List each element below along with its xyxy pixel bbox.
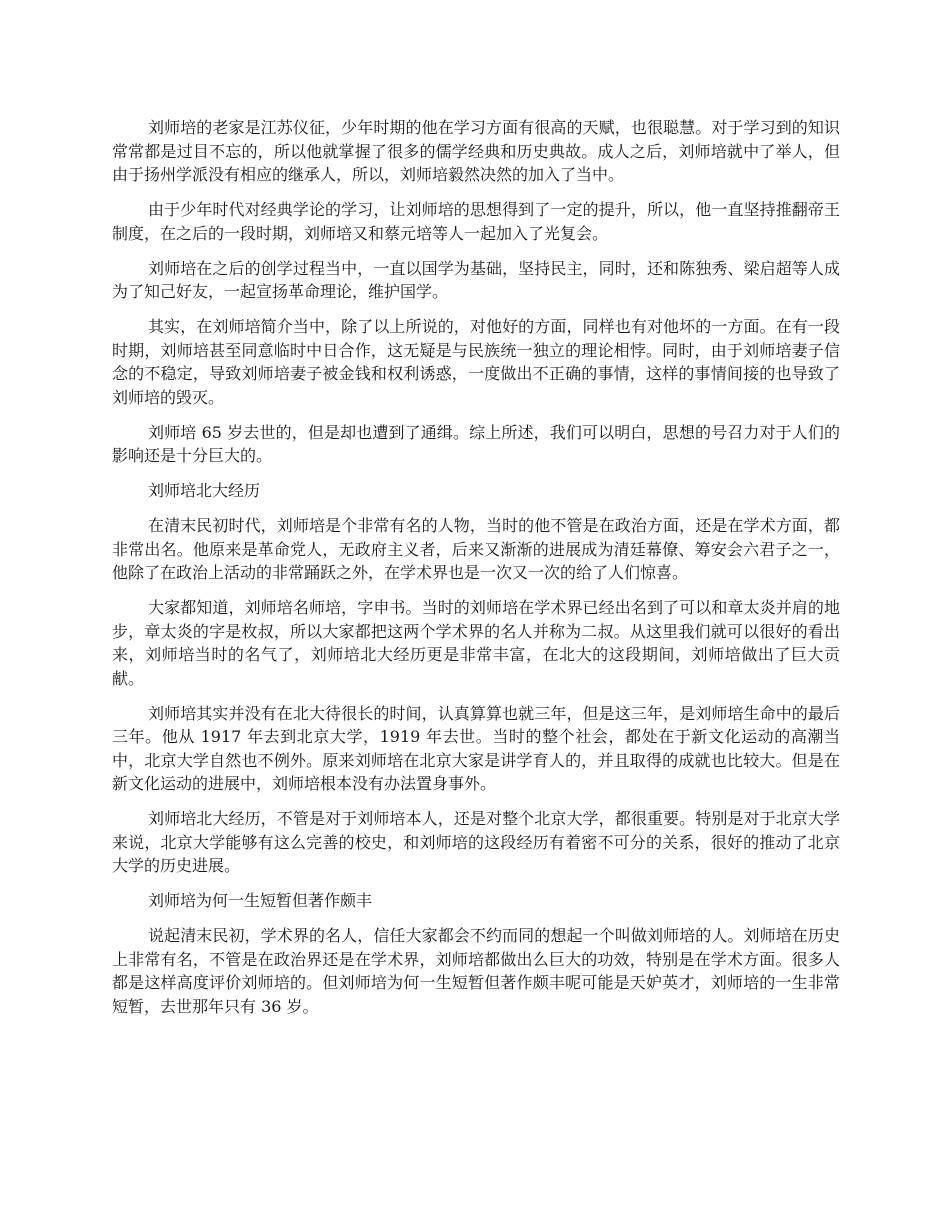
paragraph: 说起清末民初，学术界的名人，信任大家都会不约而同的想起一个叫做刘师培的人。刘师培在历史上非常有名，不管是在政治界还是在学术界，刘师培都做出么巨大的功效，特别是在学术方面。很多人都是这样高度评价刘师培的。但刘师培为何一生短暂但著作颇丰呢可能是天妒英才，刘师培的一生非常短暂，去世那年只有 36 岁。 xyxy=(112,926,840,1016)
paragraph: 刘师培北大经历，不管是对于刘师培本人，还是对整个北京大学，都很重要。特别是对于北京大学来说，北京大学能够有这么完善的校史，和刘师培的这段经历有着密不可分的关系，很好的推动了北京大学的历史进展。 xyxy=(112,809,840,875)
paragraph: 由于少年时代对经典学论的学习，让刘师培的思想得到了一定的提升，所以，他一直坚持推翻帝王制度，在之后的一段时期，刘师培又和蔡元培等人一起加入了光复会。 xyxy=(112,200,840,243)
paragraph: 其实，在刘师培简介当中，除了以上所说的，对他好的方面，同样也有对他坏的一方面。在有一段时期，刘师培甚至同意临时中日合作，这无疑是与民族统一独立的理论相悖。同时，由于刘师培妻子信念的不稳定，导致刘师培妻子被金钱和权利诱惑，一度做出不正确的事情，这样的事情间接的也导致了刘师培的毁灭。 xyxy=(112,317,840,407)
paragraph: 刘师培 65 岁去世的，但是却也遭到了通缉。综上所述，我们可以明白，思想的号召力对于人们的影响还是十分巨大的。 xyxy=(112,422,840,465)
paragraph: 刘师培在之后的创学过程当中，一直以国学为基础，坚持民主，同时，还和陈独秀、梁启超等人成为了知己好友，一起宣扬革命理论，维护国学。 xyxy=(112,258,840,301)
section-heading: 刘师培为何一生短暂但著作颇丰 xyxy=(148,891,373,910)
section-heading: 刘师培北大经历 xyxy=(148,481,261,500)
paragraph: 大家都知道，刘师培名师培，字申书。当时的刘师培在学术界已经出名到了可以和章太炎并肩的地步，章太炎的字是枚叔，所以大家都把这两个学术界的名人并称为二叔。从这里我们就可以很好的看出来，刘师培当时的名气了，刘师培北大经历更是非常丰富，在北大的这段期间，刘师培做出了巨大贡献。 xyxy=(112,598,840,688)
paragraph: 刘师培其实并没有在北大待很长的时间，认真算算也就三年，但是这三年，是刘师培生命中的最后三年。他从 1917 年去到北京大学，1919 年去世。当时的整个社会，都处在于新文化运动的高潮当中，北京大学自然也不例外。原来刘师培在北京大家是讲学育人的，并且取得的成就也比较大。但是在新文化运动的进展中，刘师培根本没有办法置身事外。 xyxy=(112,703,840,793)
paragraph: 在清末民初时代，刘师培是个非常有名的人物，当时的他不管是在政治方面，还是在学术方面，都非常出名。他原来是革命党人，无政府主义者，后来又渐渐的进展成为清廷幕僚、筹安会六君子之一，他除了在政治上活动的非常踊跃之外，在学术界也是一次又一次的给了人们惊喜。 xyxy=(112,516,840,582)
document-body xyxy=(112,116,840,1030)
paragraph: 刘师培的老家是江苏仪征，少年时期的他在学习方面有很高的天赋，也很聪慧。对于学习到的知识常常都是过目不忘的，所以他就掌握了很多的儒学经典和历史典故。成人之后，刘师培就中了举人，但由于扬州学派没有相应的继承人，所以，刘师培毅然决然的加入了当中。 xyxy=(112,118,840,184)
